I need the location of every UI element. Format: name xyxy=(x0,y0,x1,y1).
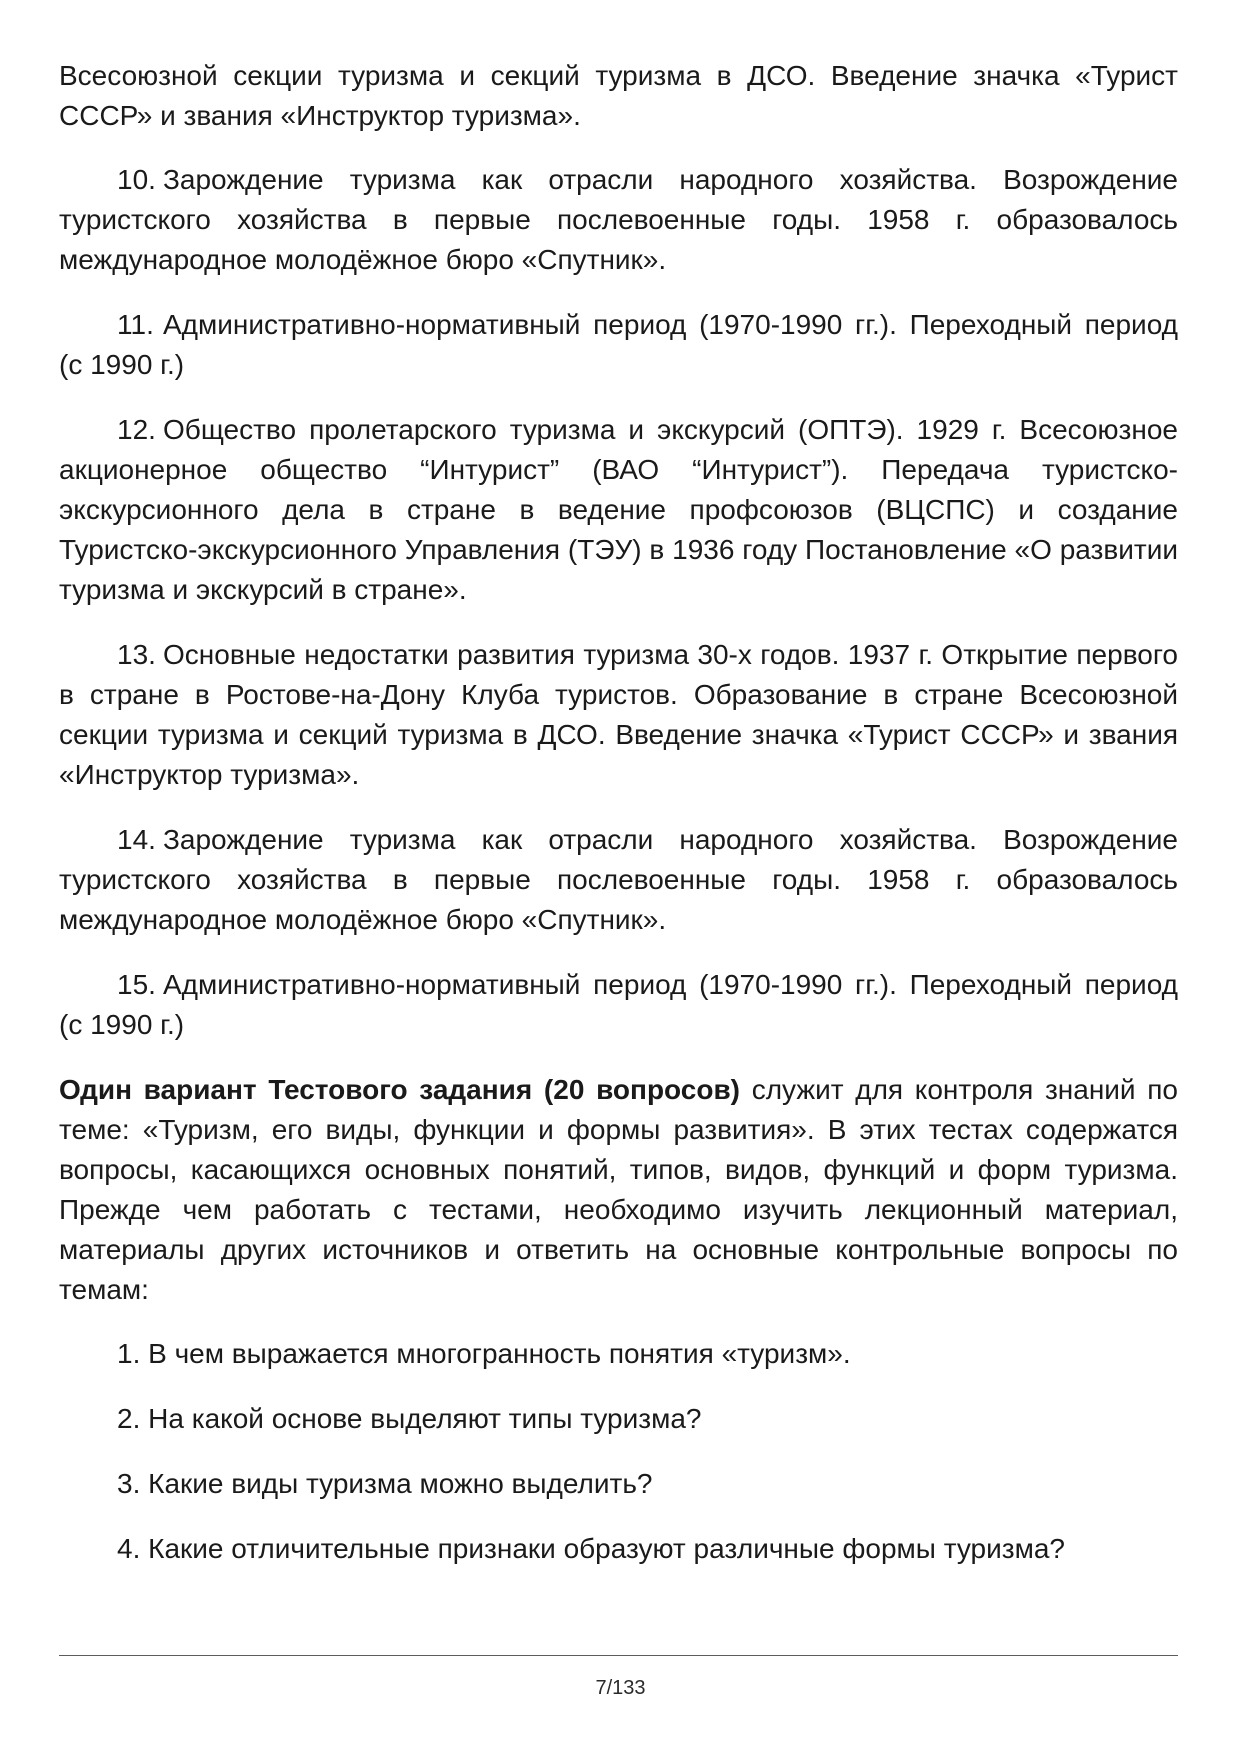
page-number: 7/133 xyxy=(595,1677,646,1699)
item-text: Зарождение туризма как отрасли народного хозяйства. Возрождение туристского хозяйства в первые послевоенные годы. 1958 г. образовалось международное молодёжное бюро «Спутник». xyxy=(59,164,1178,275)
question-list xyxy=(59,1334,1178,1569)
item-text: Зарождение туризма как отрасли народного хозяйства. Возрождение туристского хозяйства в первые послевоенные годы. 1958 г. образовалось международное молодёжное бюро «Спутник». xyxy=(59,824,1178,935)
question-item: 2. На какой основе выделяют типы туризма? xyxy=(117,1403,702,1434)
intro-paragraph: Всесоюзной секции туризма и секций туризма в ДСО. Введение значка «Турист СССР» и звания «Инструктор туризма». xyxy=(59,60,1178,131)
list-item xyxy=(59,410,1178,610)
item-number: 12. xyxy=(117,414,156,445)
question-item: 3. Какие виды туризма можно выделить? xyxy=(117,1468,653,1499)
page-body xyxy=(59,56,1178,1594)
item-number: 11. xyxy=(117,309,154,340)
item-number: 13. xyxy=(117,639,156,670)
item-number: 15. xyxy=(117,969,156,1000)
test-description-paragraph xyxy=(59,1070,1178,1310)
question-item: 4. Какие отличительные признаки образуют различные формы туризма? xyxy=(117,1533,1065,1564)
test-description-text: служит для контроля знаний по теме: «Туризм, его виды, функции и формы развития». В этих тестах содержатся вопросы, касающихся основных понятий, типов, видов, функций и форм туризма. Прежде чем работать с тестами, необходимо изучить лекционный материал, материалы других источников и ответить на основные контрольные вопросы по темам: xyxy=(59,1074,1178,1305)
test-lead-bold: Один вариант Тестового задания (20 вопросов) xyxy=(59,1074,740,1105)
list-item xyxy=(59,305,1178,385)
item-number: 14. xyxy=(117,824,156,855)
list-item xyxy=(59,820,1178,940)
list-item xyxy=(59,160,1178,280)
list-item xyxy=(59,965,1178,1045)
item-number: 10. xyxy=(117,164,156,195)
item-text: Административно-нормативный период (1970-1990 гг.). Переходный период (с 1990 г.) xyxy=(59,969,1178,1040)
list-item xyxy=(59,635,1178,795)
item-text: Административно-нормативный период (1970-1990 гг.). Переходный период (с 1990 г.) xyxy=(59,309,1178,380)
item-text: Общество пролетарского туризма и экскурсий (ОПТЭ). 1929 г. Всесоюзное акционерное общество “Интурист” (ВАО “Интурист”). Передача туристско-экскурсионного дела в стране в ведение профсоюзов (ВЦСПС) и создание Туристско-экскурсионного Управления (ТЭУ) в 1936 году Постановление «О развитии туризма и экскурсий в стране». xyxy=(59,414,1178,605)
item-text: Основные недостатки развития туризма 30-х годов. 1937 г. Открытие первого в стране в Ростове-на-Дону Клуба туристов. Образование в стране Всесоюзной секции туризма и секций туризма в ДСО. Введение значка «Турист СССР» и звания «Инструктор туризма». xyxy=(59,639,1178,790)
footer-divider xyxy=(59,1655,1178,1656)
question-item: 1. В чем выражается многогранность понятия «туризм». xyxy=(117,1338,851,1369)
numbered-list xyxy=(59,160,1178,1045)
